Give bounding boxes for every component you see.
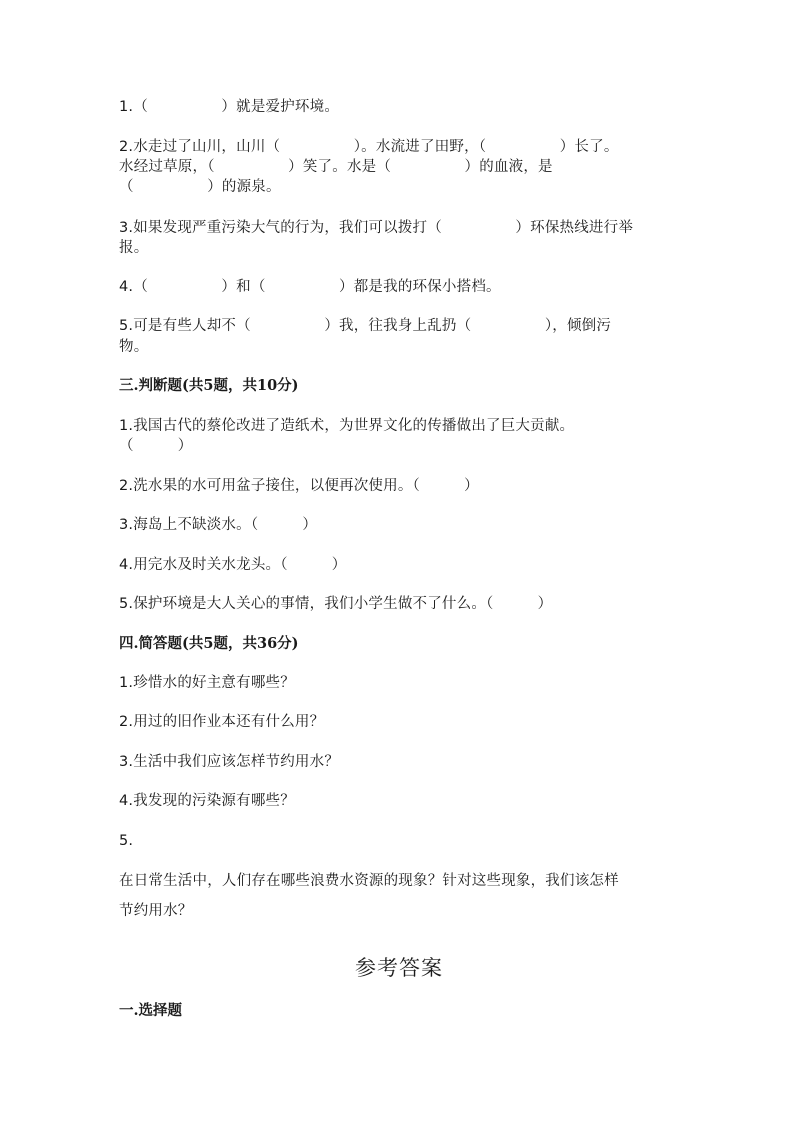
fill-blank-question-1: 1.（ ）就是爱护环境。 — [119, 99, 340, 115]
answer-section-1-heading: 一.选择题 — [119, 1002, 183, 1019]
short-answer-question-5-line-2: 节约用水？ — [119, 903, 193, 919]
short-answer-section-heading: 四.简答题(共5题，共36分) — [119, 635, 299, 652]
fill-blank-question-2-line-2: 水经过草原，（ ）笑了。水是（ ）的血液，是 — [119, 159, 553, 175]
answer-key-title: 参考答案 — [355, 956, 443, 980]
fill-blank-question-3-line-1: 3.如果发现严重污染大气的行为，我们可以拨打（ ）环保热线进行举 — [119, 220, 634, 236]
fill-blank-question-2-line-3: （ ）的源泉。 — [119, 179, 281, 195]
short-answer-question-2: 2.用过的旧作业本还有什么用？ — [119, 714, 325, 730]
short-answer-question-5-number: 5. — [119, 833, 134, 849]
judge-question-2: 2.洗水果的水可用盆子接住，以便再次使用。（ ） — [119, 478, 479, 494]
short-answer-question-5-line-1: 在日常生活中，人们存在哪些浪费水资源的现象？针对这些现象，我们该怎样 — [119, 873, 619, 889]
short-answer-question-4: 4.我发现的污染源有哪些？ — [119, 793, 295, 809]
short-answer-question-1: 1.珍惜水的好主意有哪些？ — [119, 675, 295, 691]
fill-blank-question-5-line-1: 5.可是有些人却不（ ）我，往我身上乱扔（ ），倾倒污 — [119, 318, 612, 334]
judge-question-3: 3.海岛上不缺淡水。（ ） — [119, 517, 318, 533]
judge-question-4: 4.用完水及时关水龙头。（ ） — [119, 557, 347, 573]
judge-section-heading: 三.判断题(共5题，共10分) — [119, 377, 299, 394]
judge-question-1-line-2: （ ） — [119, 438, 193, 454]
fill-blank-question-5-line-2: 物。 — [119, 339, 149, 355]
fill-blank-question-2-line-1: 2.水走过了山川，山川（ ）。水流进了田野，（ ）长了。 — [119, 139, 619, 155]
judge-question-1-line-1: 1.我国古代的蔡伦改进了造纸术，为世界文化的传播做出了巨大贡献。 — [119, 418, 575, 434]
short-answer-question-3: 3.生活中我们应该怎样节约用水？ — [119, 754, 340, 770]
fill-blank-question-3-line-2: 报。 — [119, 240, 149, 256]
judge-question-5: 5.保护环境是大人关心的事情，我们小学生做不了什么。（ ） — [119, 596, 553, 612]
fill-blank-question-4: 4.（ ）和（ ）都是我的环保小搭档。 — [119, 279, 501, 295]
